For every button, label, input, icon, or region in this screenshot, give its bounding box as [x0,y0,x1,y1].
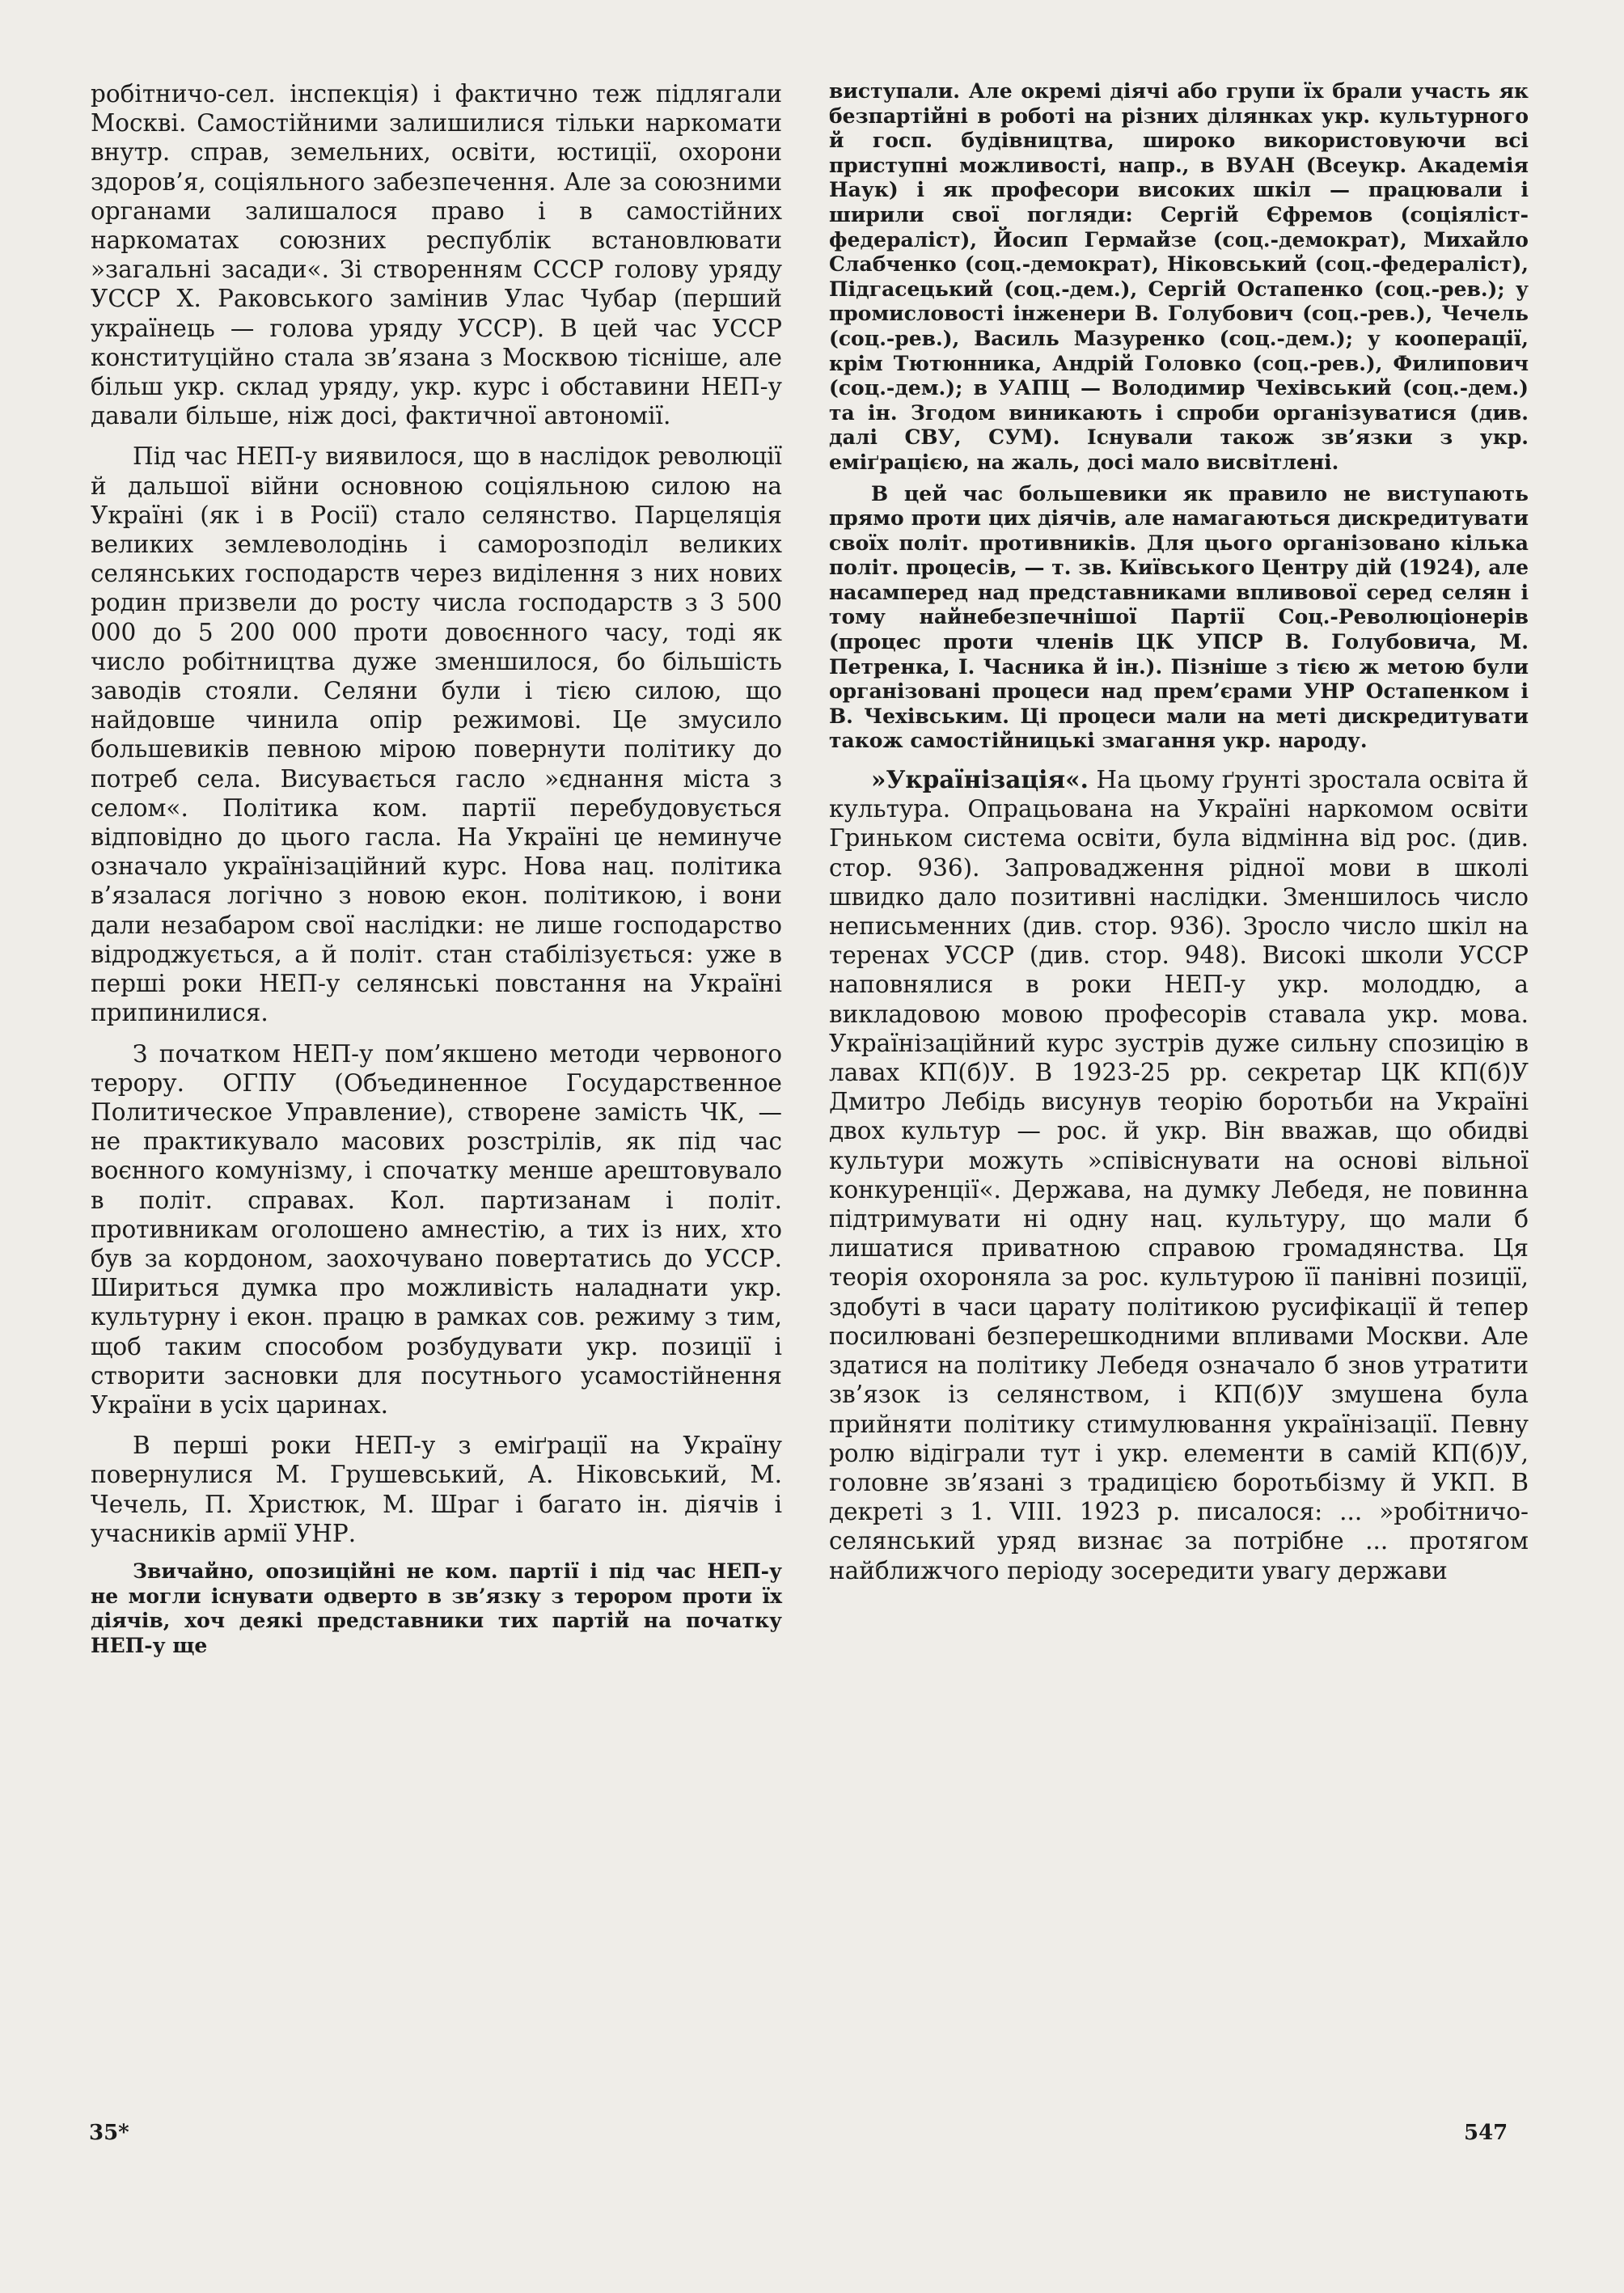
section-heading: »Українізація«. [871,765,1089,794]
left-paragraph-1: робітничо-сел. інспекція) і фактично теж підлягали Москві. Самостійними залишилися тільки наркомати внутр. справ, земельних, освіти, юстиції, охорони здоров’я, соціяльного забезпечення. Але за союзними органами залишалося право і в самостійних наркоматах союзних республік встановлювати »загальні засади«. Зі створенням СССР голову уряду УССР Х. Раковського замінив Улас Чубар (перший українець — голова уряду УССР). В цей час УССР конституційно стала зв’язана з Москвою тісніше, але більш укр. склад уряду, укр. курс і обставини НЕП-у давали більше, ніж досі, фактичної автономії. [91,80,782,430]
right-paragraph-2: В цей час большевики як правило не виступають прямо проти цих діячів, але намагаються дискредитувати своїх політ. противників. Для цього організовано кілька політ. процесів, — т. зв. Київського Центру дій (1924), але насамперед над представниками впливової серед селян і тому найнебезпечнішої Партії Соц.-Революціонерів (процес проти членів ЦК УПСР В. Голубовича, М. Петренка, І. Часника й ін.). Пізніше з тією ж метою були організовані процеси над прем’єрами УНР Остапенком і В. Чехівським. Ці процеси мали на меті дискредитувати також самостійницькі змагання укр. народу. [829,481,1529,753]
right-paragraph-3 [829,765,1529,1585]
page-number: 547 [1464,2121,1508,2145]
left-paragraph-2: Під час НЕП-у виявилося, що в наслідок революції й дальшої війни основною соціяльною силою на Україні (як і в Росії) стало селянство. Парцеляція великих землеволодінь і саморозподіл великих селянських господарств через виділення з них нових родин призвели до росту числа господарств з 3 500 000 до 5 200 000 проти довоєнного часу, тоді як число робітництва дуже зменшилося, бо більшість заводів стояли. Селяни були і тією силою, що найдовше чинила опір режимові. Це змусило большевиків певною мірою повернути політику до потреб села. Висувається гасло »єднання міста з селом«. Політика ком. партії перебудовується відповідно до цього гасла. На Україні це неминуче означало українізаційний курс. Нова нац. політика в’язалася логічно з новою екон. політикою, і вони дали незабаром свої наслідки: не лише господарство відроджується, а й політ. стан стабілізується: уже в перші роки НЕП-у селянські повстання на Україні припинилися. [91,442,782,1027]
left-paragraph-3: З початком НЕП-у пом’якшено методи червоного терору. ОГПУ (Объединенное Государственное Политическое Управление), створене замість ЧК, — не практикувало масових розстрілів, як під час воєнного комунізму, і спочатку менше арештовувало в політ. справах. Кол. партизанам і політ. противникам оголошено амнестію, а тих із них, хто був за кордоном, заохочувано повертатись до УССР. Шириться думка про можливість наладнати укр. культурну і екон. працю в рамках сов. режиму з тим, щоб таким способом розбудувати укр. позиції і створити засновки для посутнього усамостійнення України в усіх царинах. [91,1039,782,1419]
right-paragraph-3-text: На цьому ґрунті зростала освіта й культура. Опрацьована на Україні наркомом освіти Гриньком система освіти, була відмінна від рос. (див. стор. 936). Запровадження рідної мови в школі швидко дало позитивні наслідки. Зменшилось число неписьменних (див. стор. 936). Зросло число шкіл на теренах УССР (див. стор. 948). Високі школи УССР наповнялися в роки НЕП-у укр. молоддю, а викладовою мовою професорів ставала укр. мова. Українізаційний курс зустрів дуже сильну спозицію в лавах КП(б)У. В 1923-25 рр. секретар ЦК КП(б)У Дмитро Лебідь висунув теорію боротьби на Україні двох культур — рос. й укр. Він вважав, що обидві культури можуть »співіснувати на основі вільної конкуренції«. Держава, на думку Лебедя, не повинна підтримувати ні одну нац. культуру, що мали б лишатися приватною справою громадянства. Ця теорія охороняла за рос. культурою її панівні позиції, здобуті в часи царату політикою русифікації й тепер посилювані безперешкодними впливами Москви. Але здатися на політику Лебедя означало б знов утратити зв’язок із селянством, і КП(б)У змушена була прийняти політику стимулювання українізації. Певну ролю відіграли тут і укр. елементи в самій КП(б)У, головне зв’язані з традицією боротьбізму й УКП. В декреті з 1. VIII. 1923 р. писалося: ... »робітничо-селянський уряд визнає за потрібне ... протягом найближчого періоду зосередити увагу держави [829,766,1529,1584]
left-paragraph-5: Звичайно, опозиційні не ком. партії і під час НЕП-у не могли існувати одверто в зв’язку з терором проти їх діячів, хоч деякі представники тих партій на початку НЕП-у ще [91,1559,782,1657]
signature-mark: 35* [89,2121,129,2145]
right-column [829,79,1529,1585]
left-column [91,79,782,1658]
left-paragraph-4: В перші роки НЕП-у з еміґрації на Україну повернулися М. Грушевський, А. Ніковський, М. Чечель, П. Христюк, М. Шраг і багато ін. діячів і учасників армії УНР. [91,1432,782,1547]
right-paragraph-1: виступали. Але окремі діячі або групи їх брали участь як безпартійні в роботі на різних ділянках укр. культурного й госп. будівництва, широко використовуючи всі приступні можливості, напр., в ВУАН (Всеукр. Академія Наук) і як професори високих шкіл — працювали і ширили свої погляди: Сергій Єфремов (соціяліст-федераліст), Йосип Гермайзе (соц.-демократ), Михайло Слабченко (соц.-демократ), Ніковський (соц.-федераліст), Підгасецький (соц.-дем.), Сергій Остапенко (соц.-рев.); у промисловості інженери В. Голубович (соц.-рев.), Чечель (соц.-рев.), Василь Мазуренко (соц.-дем.); у кооперації, крім Тютюнника, Андрій Головко (соц.-рев.), Филипович (соц.-дем.); в УАПЦ — Володимир Чехівський (соц.-дем.) та ін. Згодом виникають і спроби організуватися (див. далі СВУ, СУМ). Існували також зв’язки з укр. еміґрацією, на жаль, досі мало висвітлені. [829,79,1529,474]
